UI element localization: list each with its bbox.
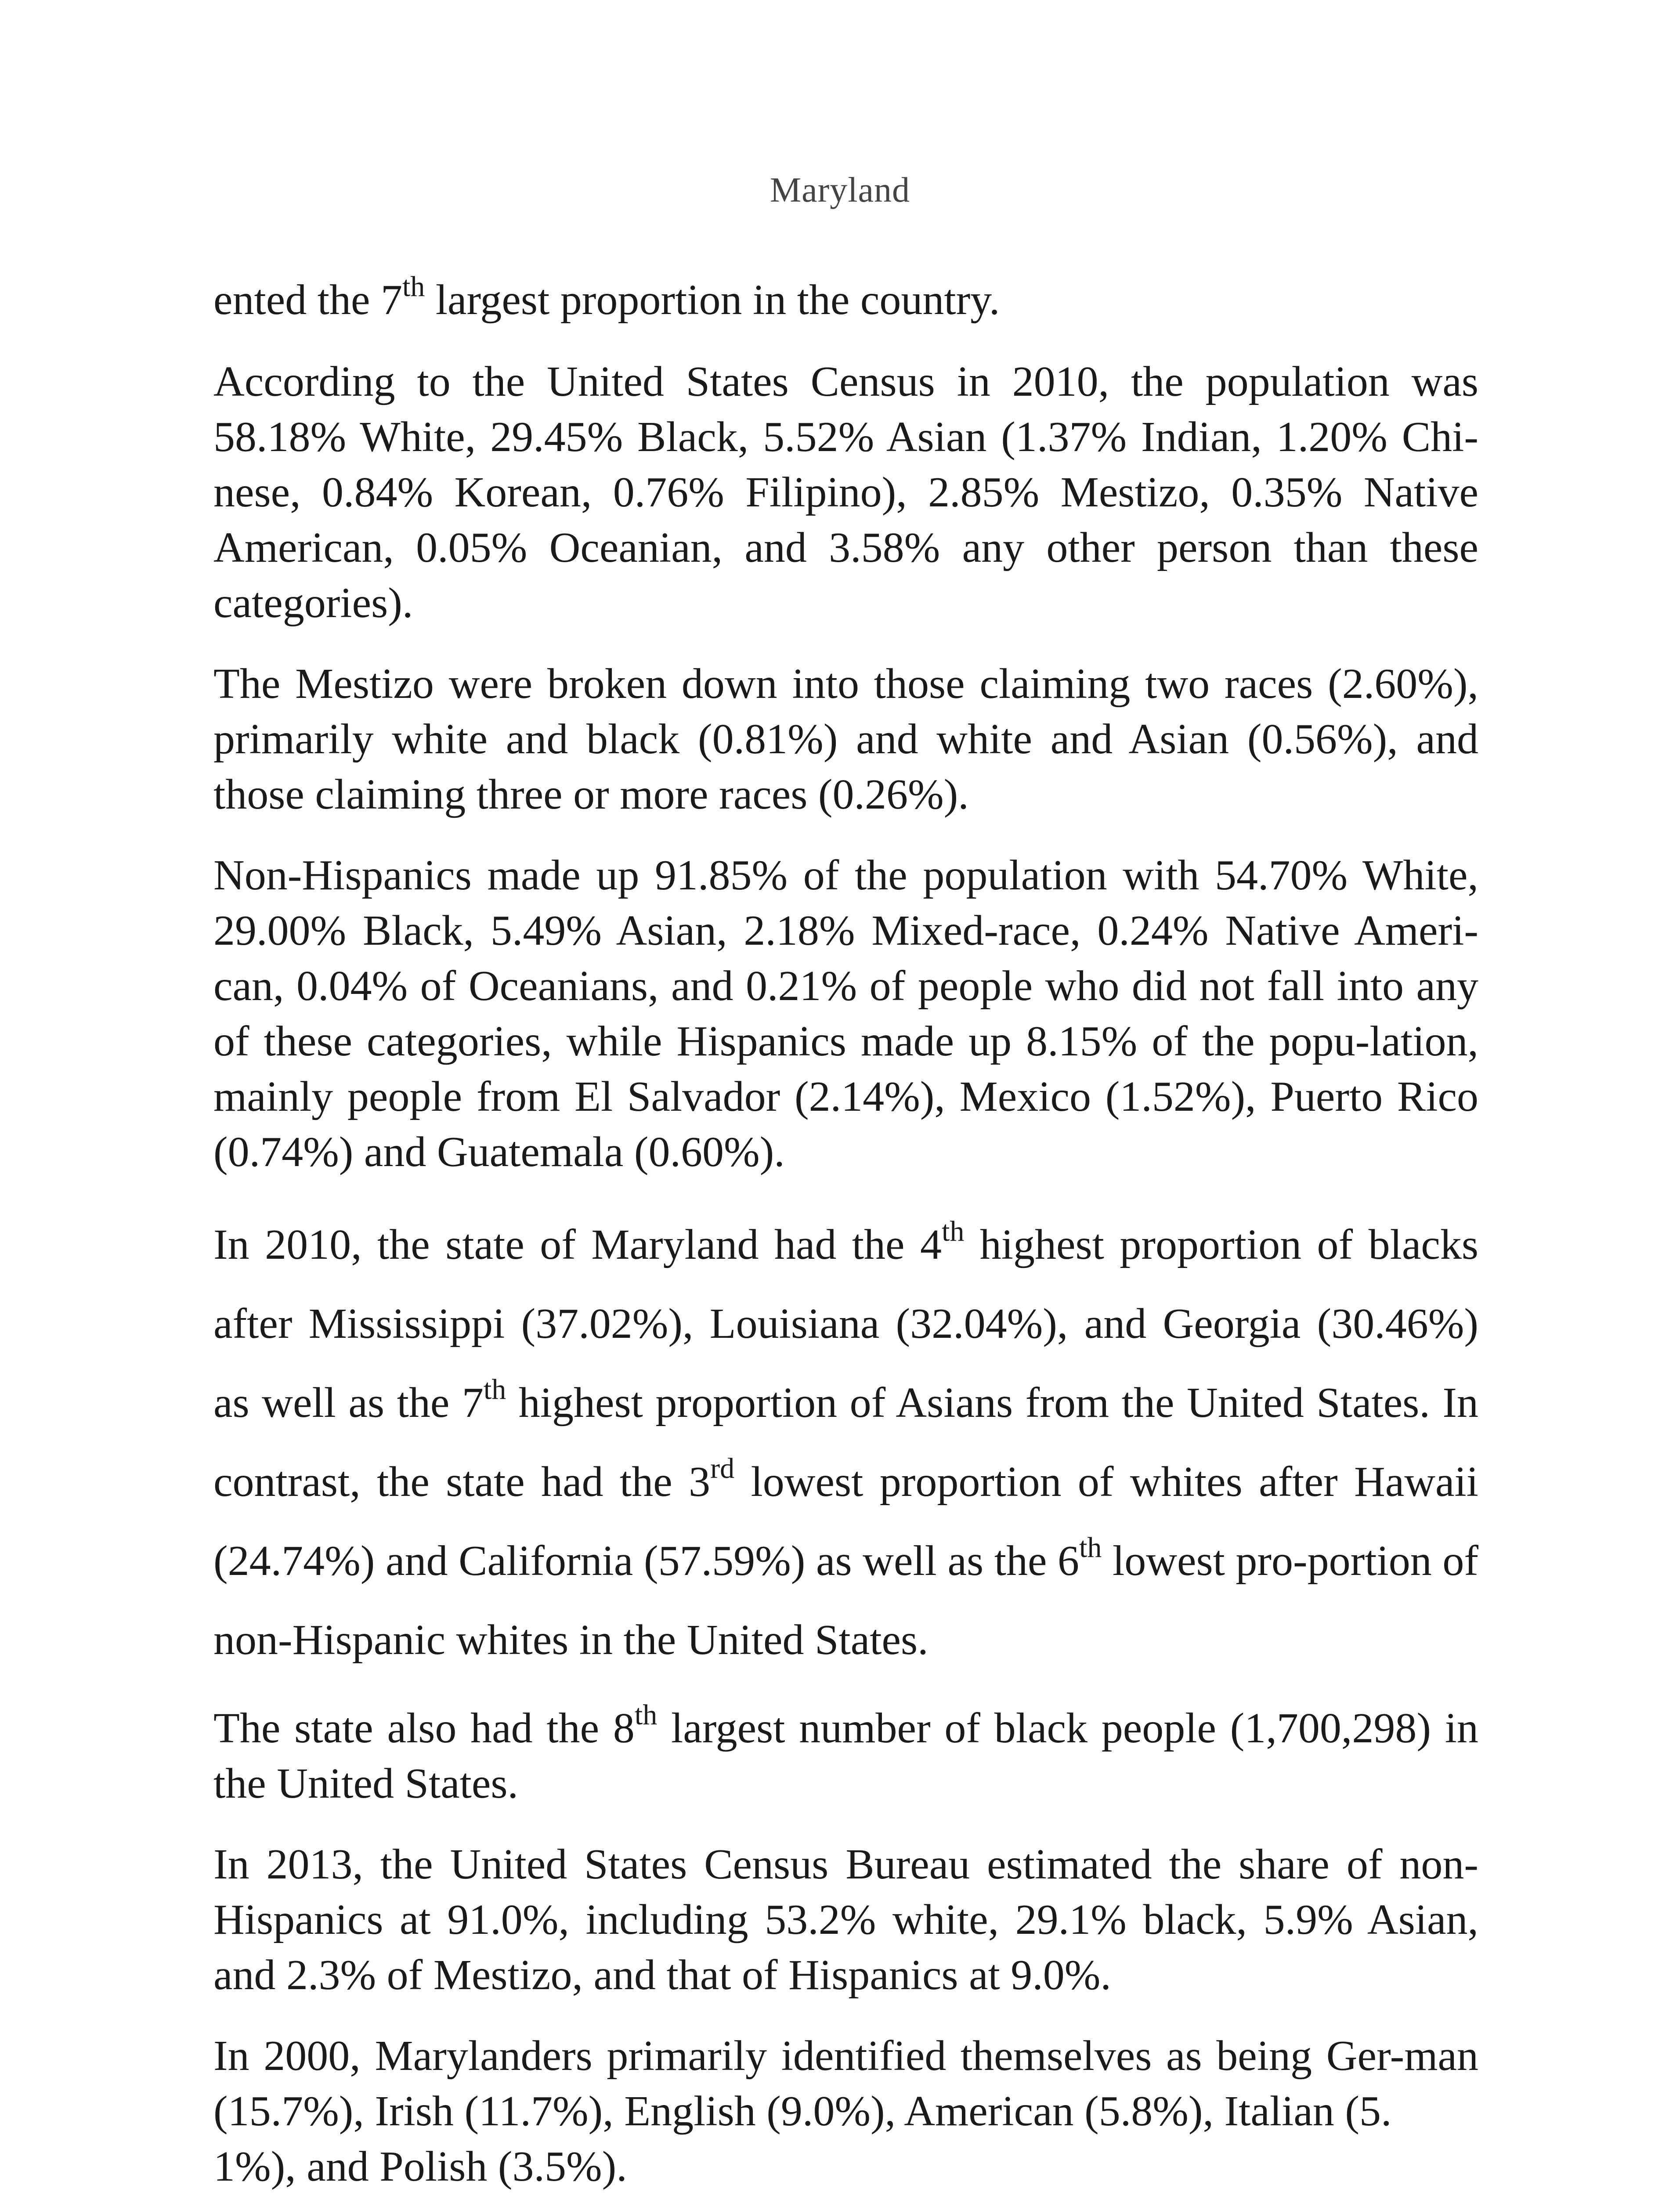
paragraph-5-text-c: highest proportion of Asians from the United States. In contrast, the state had the 3 [213, 1379, 1478, 1506]
ordinal-suffix: th [402, 271, 425, 303]
paragraph-6-text-a: The state also had the 8 [213, 1705, 635, 1752]
paragraph-1 [213, 272, 1478, 328]
paragraph-8-line-1: In 2000, Marylanders primarily identified themselves as being Ger-man (15.7%), Irish (11.7%), English (9.0%), American (5.8%), Italian (5. [213, 2032, 1478, 2135]
ordinal-suffix: th [483, 1373, 506, 1406]
paragraph-5-text-b: highest proportion of blacks after Mississippi (37.02%), Louisiana (32.04%), and Georgia (30.46%) as well as the 7 [213, 1221, 1479, 1427]
paragraph-5-text-a: In 2010, the state of Maryland had the 4 [213, 1221, 942, 1268]
ordinal-suffix: th [634, 1699, 658, 1731]
running-head: Maryland [770, 171, 910, 209]
ordinal-suffix: th [1079, 1531, 1102, 1564]
paragraph-1-text-a: ented the 7 [213, 276, 402, 324]
ordinal-suffix: th [942, 1215, 965, 1248]
paragraph-5-text-d: lowest proportion of whites after Hawaii (24.74%) and California (57.59%) as well as the 6 [213, 1458, 1478, 1585]
paragraph-2: According to the United States Census in 2010, the population was 58.18% White, 29.45% Black, 5.52% Asian (1.37% Indian, 1.20% Chi-nese, 0.84% Korean, 0.76% Filipino), 2.85% Mestizo, 0.35% Native American, 0.05% Oceanian, and 3.58% any other person than these categories). [213, 358, 1478, 627]
paragraph-1-text-b: largest proportion in the country. [425, 276, 1000, 324]
paragraph-3: The Mestizo were broken down into those claiming two races (2.60%), primarily white and black (0.81%) and white and Asian (0.56%), and those claiming three or more races (0.26%). [213, 660, 1478, 818]
paragraph-8-line-2: 1%), and Polish (3.5%). [213, 2143, 627, 2190]
paragraph-4: Non-Hispanics made up 91.85% of the population with 54.70% White, 29.00% Black, 5.49% Asian, 2.18% Mixed-race, 0.24% Native Ameri-can, 0.04% of Oceanians, and 0.21% of people who did not fall into any of these categories, while Hispanics made up 8.15% of the popu-lation, mainly people from El Salvador (2.14%), Mexico (1.52%), Puerto Rico (0.74%) and Guatemala (0.60%). [213, 852, 1478, 1176]
paragraph-5 [213, 1205, 1478, 1680]
body-text [213, 272, 1478, 2196]
paragraph-6 [213, 1701, 1478, 1811]
paragraph-6-text-b: largest number of black people (1,700,298) in the United States. [213, 1705, 1479, 1807]
paragraph-8 [213, 2028, 1478, 2194]
ordinal-suffix: rd [710, 1452, 735, 1485]
paragraph-5-text-e: lowest pro-portion of non-Hispanic whites in the United States. [213, 1537, 1478, 1664]
paragraph-7: In 2013, the United States Census Bureau estimated the share of non-Hispanics at 91.0%, including 53.2% white, 29.1% black, 5.9% Asian, and 2.3% of Mestizo, and that of Hispanics at 9.0%. [213, 1841, 1478, 1999]
